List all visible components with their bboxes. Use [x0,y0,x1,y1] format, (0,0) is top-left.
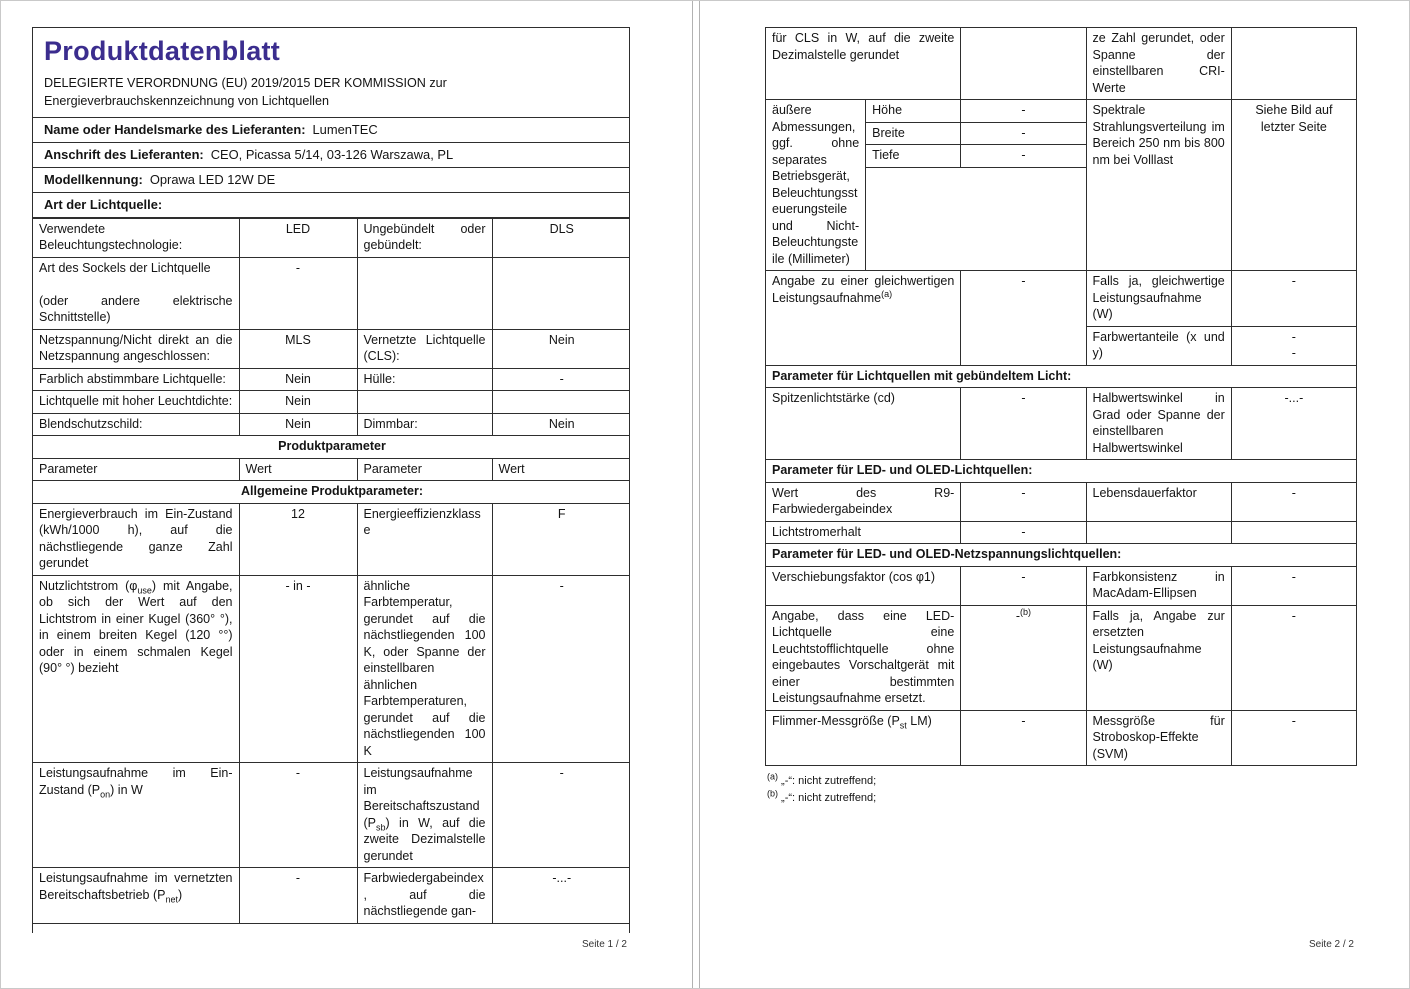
table-row [33,413,630,436]
table-cell: - [961,710,1086,766]
supplier-name-row [33,118,629,143]
table-cell: Allgemeine Produktparameter: [33,481,630,504]
table-cell: Dimmbar: [357,413,492,436]
table-cell: Netzspannung/Nicht direkt an die Netzspannung angeschlossen: [33,329,239,368]
table-cell [1231,28,1356,100]
table-cell: - [961,122,1086,145]
table-cell: - [1231,566,1356,605]
table-row [33,575,630,763]
table-cell: Nein [239,368,357,391]
model-id-label: Modellkennung: [44,171,143,187]
table-cell: - [961,100,1086,123]
table-cell: Leistungsaufnahme im Bereitschaftszustand $(P_{sb})$ in W, auf die zweite Dezimalstelle gerundet [357,763,492,868]
table-cell: F [492,503,630,575]
model-id-row [33,168,629,193]
table-row [33,436,630,459]
table-cell [492,257,630,329]
table-cell: für CLS in W, auf die zweite Dezimalstelle gerundet [766,28,961,100]
table-cell [1231,521,1356,544]
table-cell: Breite [866,122,961,145]
table-row [33,368,630,391]
table-cell [961,28,1086,100]
table-cell: Angabe zu einer gleichwertigen Leistungsaufnahme$^{(a)}$ [766,271,961,366]
table-cell: Parameter für LED- und OLED-Netzspannungslichtquellen: [766,544,1357,567]
table-row [33,868,630,924]
table-cell: Nutzlichtstrom $(\varphi_{use})$ mit Angabe, ob sich der Wert auf den Lichtstrom in einer Kugel (360° °), in einem breiten Kegel (120 °°) oder in einem schmalen Kegel (90° °) bezieht [33,575,239,763]
page-divider-line-right [699,1,700,989]
page-divider-line-left [692,1,693,989]
table-cell: Höhe [866,100,961,123]
table-cell: Ungebündelt oder gebündelt: [357,218,492,257]
table-cell [1086,521,1231,544]
table-cell: Messgröße für Stroboskop-Effekte (SVM) [1086,710,1231,766]
table-cell: Tiefe [866,145,961,168]
table-cell: Energieeffizienzklasse [357,503,492,575]
table-cell: - [961,271,1086,366]
table-cell: Nein [492,329,630,368]
table-row [766,710,1357,766]
table-cell [492,391,630,414]
table-cell: Art des Sockels der Lichtquelle (oder andere elektrische Schnittstelle) [33,257,239,329]
table-cell: Energieverbrauch im Ein-Zustand (kWh/1000 h), auf die nächstliegende ganze Zahl gerundet [33,503,239,575]
product-parameters-table-page2 [765,27,1357,766]
table-cell: - [1231,271,1356,327]
regulation-line-1: DELEGIERTE VERORDNUNG (EU) 2019/2015 DER KOMMISSION zur [44,76,447,90]
regulation-line-2: Energieverbrauchskennzeichnung von Lichtquellen [44,94,329,109]
table-cell: LED [239,218,357,257]
table-cell: Parameter für LED- und OLED-Lichtquellen: [766,460,1357,483]
supplier-name-label: Name oder Handelsmarke des Lieferanten: [44,121,306,137]
table-cell: Flimmer-Messgröße ($P_{st}$ LM) [766,710,961,766]
table-cell: Wert des R9-Farbwiedergabeindex [766,482,961,521]
table-cell: Leistungsaufnahme im vernetzten Bereitschaftsbetrieb $(P_{net})$ [33,868,239,924]
table-cell: Farbwiedergabeindex, auf die nächstliegende gan- [357,868,492,924]
table-cell: - [492,368,630,391]
table-row [766,365,1357,388]
table-cell: Lichtstromerhalt [766,521,961,544]
supplier-name-value: LumenTEC [312,121,378,137]
footnote-a: $^{(a)}$ „-“: nicht zutreffend; [767,771,877,787]
table-cell: - [239,763,357,868]
table-cell: Nein [239,391,357,414]
table-row [766,388,1357,460]
table-cell: - [961,521,1086,544]
table-row [766,460,1357,483]
table-cell: - - [1231,326,1356,365]
regulation-text [44,74,618,111]
table-row [33,763,630,868]
table-row [33,391,630,414]
table-row [766,28,1357,100]
table-cell: Farbwertanteile (x und y) [1086,326,1231,365]
table-row [766,544,1357,567]
model-id-value: Oprawa LED 12W DE [149,171,276,187]
table-cell: MLS [239,329,357,368]
table-cell: Vernetzte Lichtquelle (CLS): [357,329,492,368]
table-row [33,481,630,504]
table-cell: Parameter [357,458,492,481]
table-cell: Wert [239,458,357,481]
table-cell: - [1231,710,1356,766]
table-cell: - [239,868,357,924]
page-number-2: Seite 2 / 2 [1308,939,1354,950]
table-cell: - [961,145,1086,168]
product-parameters-table-page1 [33,218,630,924]
supplier-address-label: Anschrift des Lieferanten: [44,146,204,162]
footnote-b: $^{(b)}$ „-“: nicht zutreffend; [767,788,877,804]
table-cell: Parameter für Lichtquellen mit gebündeltem Licht: [766,365,1357,388]
table-cell: Spitzenlichtstärke (cd) [766,388,961,460]
table-cell: DLS [492,218,630,257]
table-row [33,218,630,257]
table-row [33,257,630,329]
page1-frame [32,27,630,933]
table-cell: Spektrale Strahlungsverteilung im Bereich 250 nm bis 800 nm bei Volllast [1086,100,1231,271]
table-cell: Nein [239,413,357,436]
table-cell: Siehe Bild auf letzter Seite [1231,100,1356,271]
table-row [33,503,630,575]
table-cell: - in - [239,575,357,763]
table-cell: Produktparameter [33,436,630,459]
table-cell: ähnliche Farbtemperatur, gerundet auf die nächstliegenden 100 K, oder Spanne der einstellbaren ähnlichen Farbtemperaturen, gerundet auf die nächstliegenden 100 K [357,575,492,763]
table-row [766,521,1357,544]
table-row [766,100,1357,123]
datasheet-header [33,28,629,118]
table-cell: Verschiebungsfaktor (cos φ1) [766,566,961,605]
table-cell: -...- [1231,388,1356,460]
page-2 [765,27,1357,977]
supplier-address-value: CEO, Picassa 5/14, 03-126 Warszawa, PL [210,146,454,162]
table-cell: Nein [492,413,630,436]
table-cell: - [492,763,630,868]
table-row [33,458,630,481]
supplier-address-row [33,143,629,168]
table-cell: - [961,482,1086,521]
page-number-1: Seite 1 / 2 [581,939,627,950]
table-cell: Lichtquelle mit hoher Leuchtdichte: [33,391,239,414]
table-cell: -...- [492,868,630,924]
table-cell: Hülle: [357,368,492,391]
table-cell: 12 [239,503,357,575]
table-cell: - [1231,605,1356,710]
table-cell: Falls ja, gleichwertige Leistungsaufnahme (W) [1086,271,1231,327]
table-cell: ze Zahl gerundet, oder Spanne der einstellbaren CRI-Werte [1086,28,1231,100]
table-cell: - [492,575,630,763]
table-cell: Lebensdauerfaktor [1086,482,1231,521]
table-cell: Parameter [33,458,239,481]
table-row [766,482,1357,521]
table-cell: Farbkonsistenz in MacAdam-Ellipsen [1086,566,1231,605]
table-cell: Halbwertswinkel in Grad oder Spanne der einstellbaren Halbwertswinkel [1086,388,1231,460]
table-cell: - [1231,482,1356,521]
table-cell: - [239,257,357,329]
table-row [766,605,1357,710]
table-cell [866,167,1086,271]
table-cell: äußere Abmessungen, ggf. ohne separates Betriebsgerät, Beleuchtungssteuerungsteile und Nicht-Beleuchtungsteile (Millimeter) [766,100,866,271]
table-cell: Leistungsaufnahme im Ein-Zustand $(P_{on})$ in W [33,763,239,868]
document-title: Produktdatenblatt [44,36,281,66]
table-cell: Wert [492,458,630,481]
page-1 [32,27,630,977]
table-cell: Falls ja, Angabe zur ersetzten Leistungsaufnahme (W) [1086,605,1231,710]
table-cell: Verwendete Beleuchtungstechnologie: [33,218,239,257]
table-row [33,329,630,368]
light-source-type-label: Art der Lichtquelle: [44,196,163,212]
table-cell [357,391,492,414]
table-cell: - [961,566,1086,605]
table-row [766,271,1357,327]
table-cell: -$^{(b)}$ [961,605,1086,710]
light-source-type-row [33,193,629,218]
table-cell: Angabe, dass eine LED-Lichtquelle eine Leuchtstofflichtquelle ohne eingebautes Vorschaltgerät mit einer bestimmten Leistungsaufnahme ersetzt. [766,605,961,710]
table-cell [357,257,492,329]
table-cell: - [961,388,1086,460]
table-cell: Farblich abstimmbare Lichtquelle: [33,368,239,391]
table-cell: Blendschutzschild: [33,413,239,436]
table-row [766,566,1357,605]
